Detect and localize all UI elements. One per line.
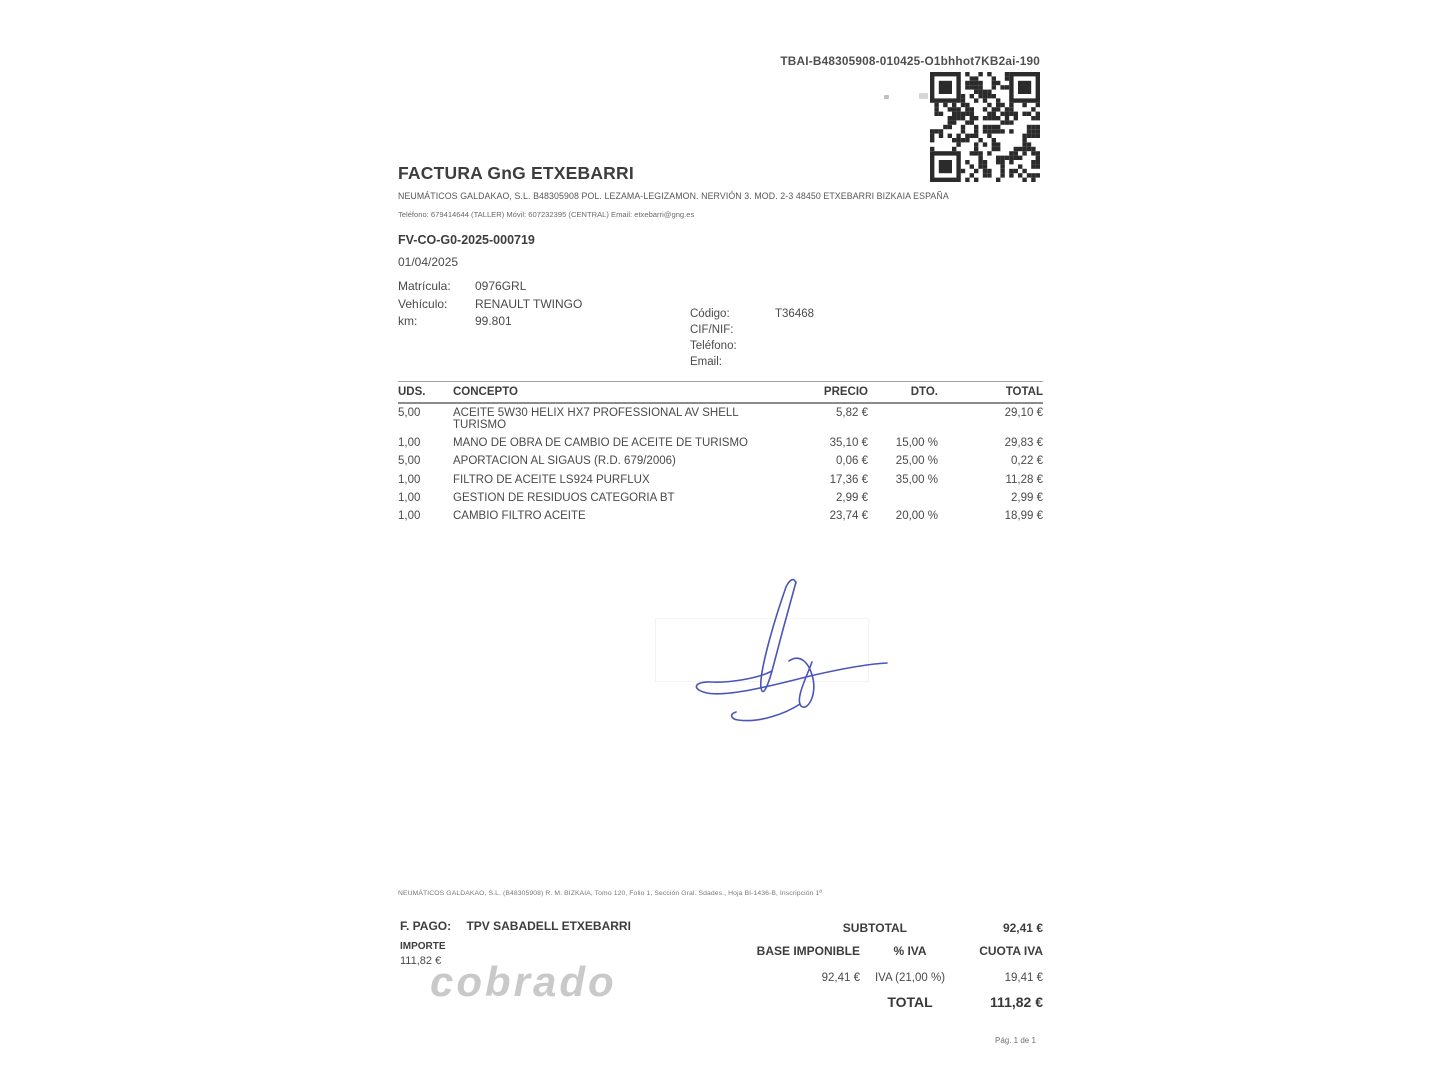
vehicle-row-matricula	[398, 278, 582, 296]
cell-uds: 5,00	[398, 407, 421, 420]
cell-concepto: CAMBIO FILTRO ACEITE	[453, 510, 586, 523]
cell-dto: 25,00 %	[895, 455, 938, 468]
cell-dto	[868, 407, 938, 431]
cuota-iva-value: 19,41 €	[1004, 972, 1043, 984]
cell-concepto: APORTACION AL SIGAUS (R.D. 679/2006)	[453, 455, 676, 468]
header-precio: PRECIO	[823, 386, 868, 398]
cell-dto	[868, 492, 938, 504]
customer-row-telefono	[690, 338, 814, 354]
qr-code	[930, 72, 1040, 182]
cell-dto: 15,00 %	[895, 437, 938, 450]
cell-precio: 17,36 €	[829, 473, 868, 486]
cell-dto: 35,00 %	[895, 473, 938, 486]
cell-total: 11,28 €	[1005, 473, 1043, 486]
page-number: Pág. 1 de 1	[995, 1036, 1036, 1045]
importe-label: IMPORTE	[400, 941, 446, 952]
telefono-label: Teléfono:	[690, 340, 737, 352]
total-label: TOTAL	[887, 994, 933, 1010]
fpago-label: F. PAGO:	[400, 919, 452, 933]
header-concepto: CONCEPTO	[453, 386, 518, 398]
email-label: Email:	[690, 356, 722, 368]
vehicle-row-vehiculo	[398, 296, 582, 314]
invoice-number: FV-CO-G0-2025-000719	[398, 233, 535, 247]
table-row	[398, 434, 1043, 452]
paid-stamp: cobrado	[430, 958, 617, 1005]
cuota-iva-label: CUOTA IVA	[979, 944, 1043, 958]
fpago-value: TPV SABADELL ETXEBARRI	[466, 919, 631, 933]
registry-line: NEUMÁTICOS GALDAKAO, S.L. (B48305908) R. M. BIZKAIA, Tomo 120, Folio 1, Sección Gral. Sdades., Hoja BI-1436-B, Inscripción 1ª	[398, 890, 823, 897]
company-address-line: NEUMÁTICOS GALDAKAO, S.L. B48305908 POL. LEZAMA-LEGIZAMON. NERVIÓN 3. MOD. 2-3 48450 ETXEBARRI BIZKAIA ESPAÑA	[398, 191, 949, 201]
items-table-header	[398, 381, 1043, 404]
vehicle-row-km	[398, 313, 582, 331]
payment-method-row	[400, 919, 631, 933]
cif-label: CIF/NIF:	[690, 324, 734, 336]
cell-precio: 23,74 €	[829, 510, 868, 523]
cell-total: 0,22 €	[1011, 455, 1043, 468]
customer-row-codigo	[690, 306, 814, 322]
cell-concepto: GESTION DE RESIDUOS CATEGORIA BT	[453, 491, 675, 504]
subtotal-value: 92,41 €	[1002, 921, 1043, 935]
header-dto: DTO.	[910, 386, 938, 398]
items-table	[398, 381, 1043, 525]
cell-total: 29,10 €	[1004, 407, 1043, 420]
cell-concepto: MANO DE OBRA DE CAMBIO DE ACEITE DE TURISMO	[453, 437, 749, 450]
base-imponible-label: BASE IMPONIBLE	[756, 944, 860, 958]
cell-concepto: FILTRO DE ACEITE LS924 PURFLUX	[453, 473, 650, 486]
cell-uds: 1,00	[398, 510, 421, 523]
invoice-title: FACTURA GnG ETXEBARRI	[398, 163, 634, 183]
total-value: 111,82 €	[990, 994, 1043, 1010]
cell-precio: 5,82 €	[836, 407, 868, 420]
cell-dto: 20,00 %	[895, 510, 938, 523]
km-label: km:	[398, 314, 418, 328]
cell-uds: 1,00	[398, 491, 421, 504]
customer-row-email	[690, 354, 814, 370]
codigo-value: T36468	[775, 308, 815, 320]
header-total: TOTAL	[1005, 386, 1043, 398]
table-row	[398, 507, 1043, 525]
scan-artifact-dot	[919, 93, 928, 99]
cell-uds: 1,00	[398, 473, 421, 486]
cell-concepto: ACEITE 5W30 HELIX HX7 PROFESSIONAL AV SHELL TURISMO	[453, 407, 739, 432]
cell-precio: 2,99 €	[836, 491, 868, 504]
cell-total: 2,99 €	[1011, 491, 1043, 504]
handwritten-signature	[650, 572, 900, 732]
km-value: 99.801	[475, 314, 512, 328]
table-row	[398, 471, 1043, 489]
table-row	[398, 452, 1043, 470]
customer-block	[690, 306, 814, 370]
company-contact-line: Teléfono: 679414644 (TALLER) Móvil: 607232395 (CENTRAL) Email: etxebarri@gng.es	[398, 210, 695, 219]
iva-line: IVA (21,00 %)	[874, 972, 946, 984]
cell-precio: 0,06 €	[836, 455, 868, 468]
table-row	[398, 404, 1043, 434]
invoice-date: 01/04/2025	[398, 255, 459, 269]
importe-value: 111,82 €	[400, 955, 442, 967]
cell-total: 29,83 €	[1004, 437, 1043, 450]
base-imponible-value: 92,41 €	[821, 972, 860, 984]
matricula-value: 0976GRL	[475, 279, 527, 293]
vehiculo-value: RENAULT TWINGO	[475, 296, 583, 311]
cell-uds: 5,00	[398, 455, 421, 468]
cell-total: 18,99 €	[1004, 510, 1043, 523]
cell-uds: 1,00	[398, 437, 421, 450]
tbai-code: TBAI-B48305908-010425-O1bhhot7KB2ai-190	[780, 54, 1040, 68]
table-row	[398, 489, 1043, 507]
vehiculo-label: Vehículo:	[398, 296, 448, 311]
matricula-label: Matrícula:	[398, 279, 451, 293]
codigo-label: Código:	[690, 308, 730, 320]
iva-pct-label: % IVA	[893, 944, 927, 958]
customer-row-cif	[690, 322, 814, 338]
cell-precio: 35,10 €	[829, 437, 868, 450]
header-uds: UDS.	[398, 386, 426, 398]
scan-artifact-dot	[884, 95, 889, 99]
vehicle-block	[398, 278, 582, 331]
subtotal-label: SUBTOTAL	[842, 921, 907, 935]
